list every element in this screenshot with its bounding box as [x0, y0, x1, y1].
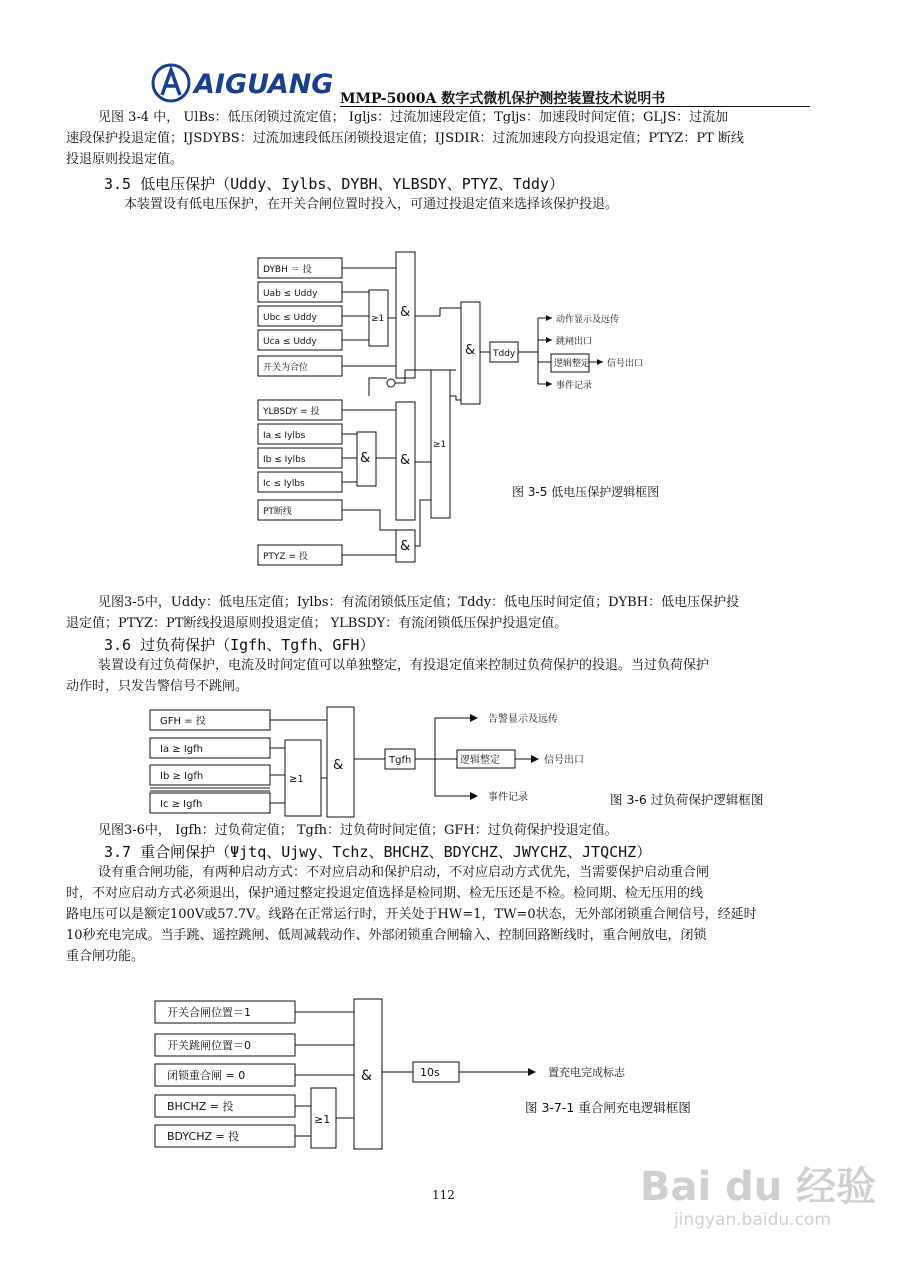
reclose-charge-logic-diagram: [145, 990, 765, 1150]
section-heading-3-6: 3.6 过负荷保护（Igfh、Tgfh、GFH）: [104, 636, 375, 654]
or-gate-label: ≥1: [314, 1113, 331, 1126]
intro-line: 见图 3-4 中， UlBs：低压闭锁过流定值； Igljs：过流加速段定值；Tgljs：加速段时间定值；GLJS：过流加: [98, 110, 729, 125]
input-label-gfh: GFH = 投: [160, 716, 206, 727]
section-3-7-body: [66, 862, 826, 967]
body-line: 10秒充电完成。当手跳、遥控跳闸、低周减载动作、外部闭锁重合闸输入、控制回路断线时，重合闸放电，闭锁: [66, 928, 707, 943]
arrow-head: [531, 755, 539, 763]
input-label-pt-break: PT断线: [263, 507, 292, 517]
input-label-ib: Ib ≤ Iylbs: [263, 455, 306, 465]
figure-caption-3-5: 图 3-5 低电压保护逻辑框图: [512, 485, 660, 499]
and-gate-label: &: [360, 451, 371, 466]
overload-logic-diagram: [140, 700, 820, 820]
inverter-bubble: [387, 379, 395, 387]
watermark-url: jingyan.baidu.com: [674, 1210, 831, 1230]
section-3-6-explanation: 见图3-6中， Igfh：过负荷定值； Tgfh：过负荷时间定值；GFH：过负荷保护投退定值。: [98, 823, 618, 838]
and-gate-label: &: [400, 539, 411, 554]
input-label-ptyz: PTYZ = 投: [263, 552, 308, 562]
input-label-bdychz: BDYCHZ = 投: [167, 1130, 240, 1143]
watermark-brand: Bai du 经验: [640, 1164, 877, 1210]
output-trip: 跳闸出口: [556, 337, 593, 347]
section-3-5-explanation: [66, 592, 826, 634]
body-line: 设有重合闸功能，有两种启动方式：不对应启动和保护启动，不对应启动方式优先，当需要保护启动重合闸: [98, 865, 710, 880]
logo-text: AIGUANG: [194, 69, 334, 100]
low-voltage-logic-diagram: [240, 248, 760, 573]
input-label-trip-pos: 开关跳闸位置＝0: [167, 1039, 251, 1052]
figure-caption-3-7-1: 图 3-7-1 重合闸充电逻辑框图: [525, 1100, 691, 1115]
or-gate-label: ≥1: [433, 440, 447, 450]
arrow-head: [597, 359, 603, 365]
input-label-ic: Ic ≤ Iylbs: [263, 479, 305, 489]
timer-label: 10s: [420, 1066, 440, 1079]
output-alarm-display: 告警显示及远传: [488, 714, 558, 725]
arrow-head: [546, 315, 552, 321]
timer-label: Tgfh: [389, 755, 412, 766]
intro-line: 投退原则投退定值。: [66, 152, 184, 167]
arrow-head: [546, 337, 552, 343]
input-label-ic: Ic ≥ Igfh: [160, 799, 203, 810]
intro-paragraph: [66, 107, 826, 170]
input-label-breaker-closed: 开关为合位: [263, 363, 309, 373]
input-label-ia: Ia ≤ Iylbs: [263, 431, 306, 441]
body-line: 装置设有过负荷保护，电流及时间定值可以单独整定，有投退定值来控制过负荷保护的投退。当过负荷保护: [98, 658, 710, 673]
output-logic-setting: 逻辑整定: [554, 359, 591, 369]
input-label-uca: Uca ≤ Uddy: [263, 337, 317, 347]
and-gate-label: &: [361, 1068, 372, 1084]
and-gate-label: &: [465, 343, 476, 358]
or-gate-label: ≥1: [289, 774, 304, 785]
output-event-record: 事件记录: [488, 792, 528, 803]
input-label-ylbsdy: YLBSDY = 投: [263, 407, 320, 417]
and-gate-label: &: [333, 758, 344, 773]
document-title: MMP-5000A 数字式微机保护测控装置技术说明书: [340, 91, 666, 107]
arrow-head: [546, 381, 552, 387]
arrow-head: [528, 1068, 536, 1076]
explanation-line: 退定值；PTYZ：PT断线投退原则投退定值； YLBSDY：有流闭锁低压保护投退定值。: [66, 616, 568, 631]
input-label-dybh: DYBH ＝ 投: [263, 265, 312, 275]
body-line: 路电压可以是额定100V或57.7V。线路在正常运行时，开关处于HW=1，TW=0状态，无外部闭锁重合闸信号，经延时: [66, 907, 757, 922]
output-charge-complete: 置充电完成标志: [548, 1066, 625, 1079]
output-event-record: 事件记录: [556, 381, 593, 391]
body-line: 重合闸功能。: [66, 949, 145, 964]
explanation-line: 见图3-5中，Uddy：低电压定值；Iylbs：有流闭锁低压定值；Tddy：低电压时间定值；DYBH：低电压保护投: [98, 595, 740, 610]
input-label-bhchz: BHCHZ = 投: [167, 1100, 234, 1113]
section-3-5-body: 本装置设有低电压保护，在开关合闸位置时投入，可通过投退定值来选择该保护投退。: [124, 197, 619, 212]
output-signal: 信号出口: [544, 755, 584, 766]
and-gate-label: &: [400, 305, 411, 320]
input-label-ia: Ia ≥ Igfh: [160, 744, 203, 755]
arrow-head: [470, 792, 478, 800]
input-label-closed-pos: 开关合闸位置＝1: [167, 1006, 251, 1019]
page-number: 112: [432, 1188, 455, 1202]
body-line: 时，不对应启动方式必须退出，保护通过整定投退定值选择是检同期、检无压还是不检。检同期、检无压用的线: [66, 886, 704, 901]
logo-a-mark: [162, 70, 180, 95]
intro-line: 速段保护投退定值；IJSDYBS：过流加速段低压闭锁投退定值；IJSDIR：过流加速段方向投退定值；PTYZ：PT 断线: [66, 131, 744, 146]
company-logo: [150, 62, 340, 108]
section-heading-3-5: 3.5 低电压保护（Uddy、Iylbs、DYBH、YLBSDY、PTYZ、Tddy）: [104, 175, 564, 193]
input-label-ib: Ib ≥ Igfh: [160, 771, 204, 782]
figure-caption-3-6: 图 3-6 过负荷保护逻辑框图: [610, 792, 764, 807]
section-heading-3-7: 3.7 重合闸保护（Ψjtq、Ujwy、Tchz、BHCHZ、BDYCHZ、JWYCHZ、JTQCHZ）: [104, 843, 652, 861]
body-line: 动作时，只发告警信号不跳闸。: [66, 679, 249, 694]
input-label-ubc: Ubc ≤ Uddy: [263, 313, 317, 323]
arrow-head: [470, 714, 478, 722]
and-gate-label: &: [400, 453, 411, 468]
output-logic-setting: 逻辑整定: [460, 755, 500, 766]
input-label-block-reclose: 闭锁重合闸 = 0: [167, 1069, 246, 1082]
output-signal: 信号出口: [607, 359, 644, 369]
output-display-remote: 动作显示及远传: [556, 315, 620, 325]
section-3-6-body: [66, 655, 826, 697]
input-label-uab: Uab ≤ Uddy: [263, 289, 318, 299]
timer-label: Tddy: [493, 349, 516, 359]
or-gate-label: ≥1: [371, 314, 385, 324]
